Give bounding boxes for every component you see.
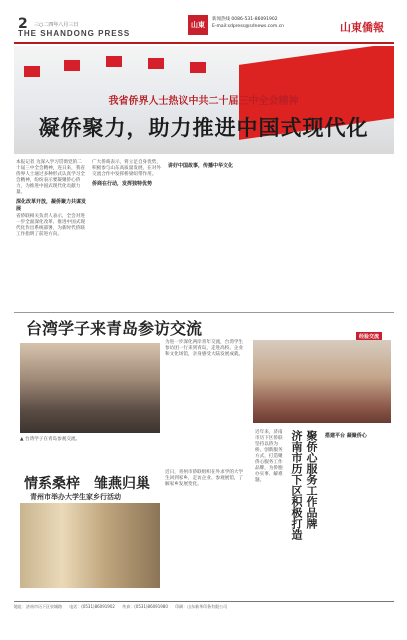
jinan-story-photo bbox=[253, 340, 391, 423]
taiwan-story-caption: ▲ 台湾学子在青岛参观交流。 bbox=[20, 437, 81, 442]
email: E-mail:sdpress@sdnews.com.cn bbox=[212, 24, 285, 29]
section-divider bbox=[14, 312, 394, 313]
lead-subhead-1: 深化改革开放，凝侨聚力共谋发展 bbox=[16, 199, 87, 212]
page-number: 2 bbox=[18, 16, 28, 32]
taiwan-story-title: 台湾学子来青岛参访交流 bbox=[26, 319, 203, 338]
jinan-title-line-2: 聚侨心服务工作品牌 bbox=[305, 430, 318, 529]
newspaper-logo: 山東 bbox=[188, 15, 208, 35]
lead-column-3 bbox=[168, 160, 238, 310]
footer-address: 地址：济南市历下区泉城路 bbox=[14, 604, 62, 609]
lead-body-1: 本报记者 为深入学习贯彻党的二十届三中全会精神，连日来，我省侨界人士通过多种形式认真学习全会精神，纷纷表示要凝聚侨心侨力，为推进中国式现代化贡献力量。 bbox=[16, 160, 85, 195]
footer-fax: 传真：(0531)86091980 bbox=[122, 604, 168, 609]
lead-body-3: 广大侨商表示，将立足自身优势，积极参与山东高质量发展，在对外交流合作中发挥桥梁纽带作用。 bbox=[92, 160, 161, 177]
header-divider bbox=[14, 42, 394, 44]
alumni-story-subtitle: 青州市举办大学生家乡行活动 bbox=[30, 493, 121, 501]
masthead-brand: 山東僑報 bbox=[340, 21, 384, 34]
lead-kicker: 我省侨界人士热议中共二十届三中全会精神 bbox=[108, 96, 299, 107]
alumni-story-title: 情系桑梓 雏燕归巢 bbox=[24, 476, 150, 492]
lead-subhead-3: 讲好中国故事，传播中华文化 bbox=[168, 163, 234, 169]
hotline: 新闻热线 0086-531-86091902 bbox=[212, 17, 278, 22]
section-tag: 经验交流 bbox=[356, 332, 382, 341]
issue-date: 三○二四年八月三日 bbox=[34, 22, 79, 28]
contact-info bbox=[212, 16, 332, 30]
footer bbox=[14, 601, 394, 610]
lead-body-2: 省侨联相关负责人表示，全会对进一步全面深化改革、推进中国式现代化作出系统部署，为新时代侨联工作指明了前进方向。 bbox=[16, 214, 85, 237]
jinan-subhead: 搭建平台 凝聚侨心 bbox=[325, 433, 367, 439]
taiwan-story-photo bbox=[20, 343, 160, 433]
jinan-title-line-1: 济南市历下区积极打造 bbox=[290, 430, 303, 540]
footer-phone: 电话：(0531)86091902 bbox=[69, 604, 115, 609]
jinan-story-subhead bbox=[325, 430, 391, 441]
footer-print: 印刷：山东新华印务有限公司 bbox=[175, 604, 228, 609]
lead-column-1 bbox=[16, 160, 86, 310]
jinan-story-body: 近年来，济南市历下区侨联坚持以侨为桥，创新服务方式，打造聚侨心服务工作品牌，为侨胞办实事、解难题。 bbox=[255, 430, 283, 483]
paper-name: THE SHANDONG PRESS bbox=[18, 29, 131, 38]
taiwan-story-body: 为进一步深化两岸青年交流，台湾学生参访团一行来到青岛，走进高校、企业和文化场馆，亲身感受大陆发展成就。 bbox=[165, 340, 244, 357]
lead-column-2 bbox=[92, 160, 162, 310]
lead-headline: 凝侨聚力，助力推进中国式现代化 bbox=[38, 116, 369, 140]
alumni-story-photo bbox=[20, 503, 160, 588]
lead-subhead-2: 侨商在行动，发挥独特优势 bbox=[92, 181, 153, 187]
alumni-story-body: 近日，青州市侨联组织在外求学的大学生回到家乡，走访企业、参观展馆，了解家乡发展变化。 bbox=[165, 470, 244, 487]
